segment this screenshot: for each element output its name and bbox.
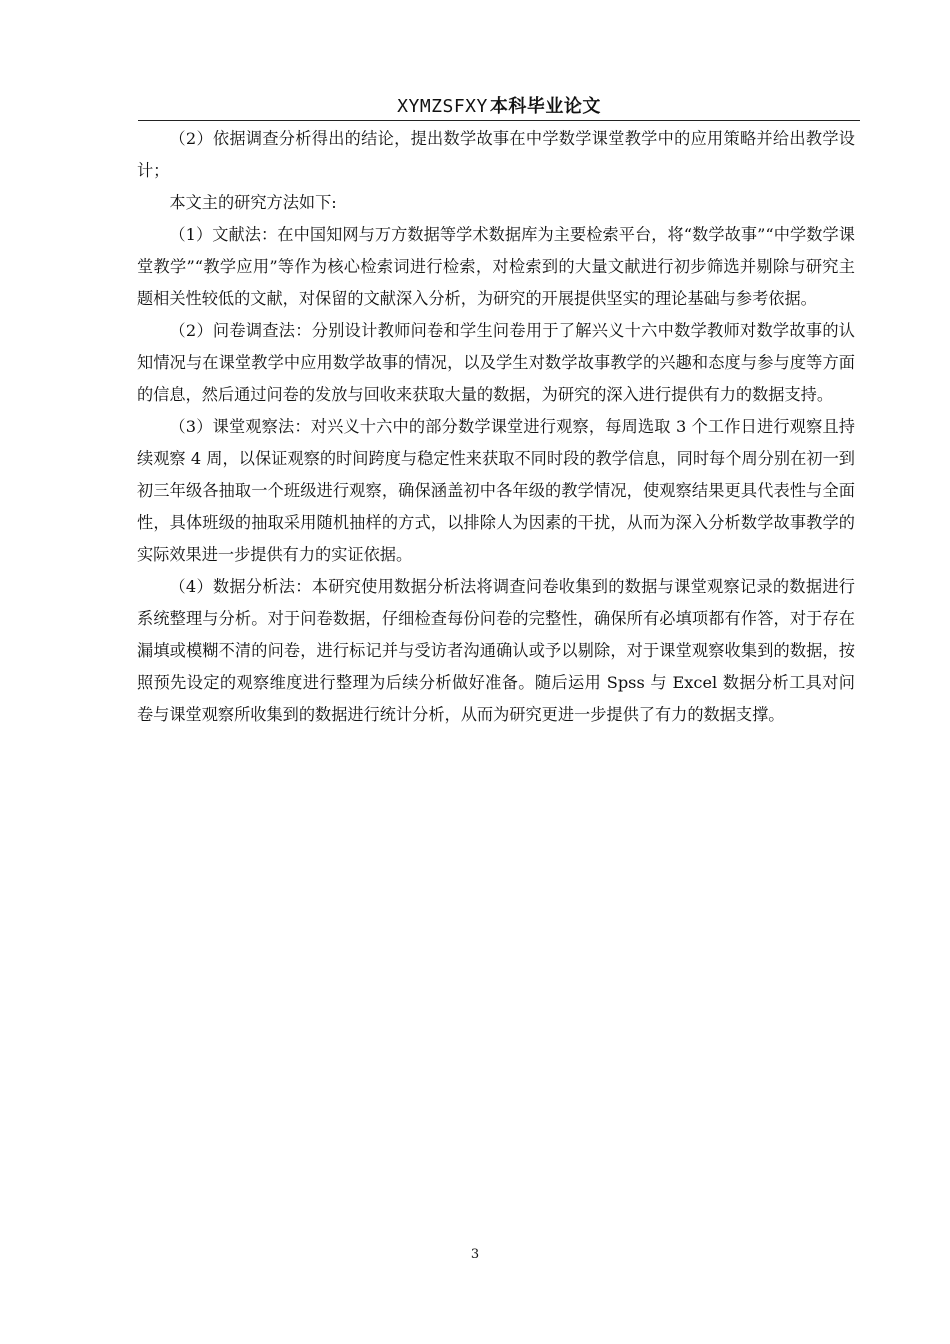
paragraph-questionnaire-method: （2）问卷调查法：分别设计教师问卷和学生问卷用于了解兴义十六中数学教师对数学故事的认知情况与在课堂教学中应用数学故事的情况，以及学生对数学故事教学的兴趣和态度与参与度等方面的信息，然后通过问卷的发放与回收来获取大量的数据，为研究的深入进行提供有力的数据支持。 [137,321,855,404]
header-code: XYMZSFXY [397,96,488,117]
document-body [137,123,855,731]
page-header [138,92,860,121]
page-number: 3 [470,1247,480,1262]
header-text [397,92,601,121]
paragraph-data-analysis-method: （4）数据分析法：本研究使用数据分析法将调查问卷收集到的数据与课堂观察记录的数据进行系统整理与分析。对于问卷数据，仔细检查每份问卷的完整性，确保所有必填项都有作答，对于存在漏填或模糊不清的问卷，进行标记并与受访者沟通确认或予以剔除，对于课堂观察收集到的数据，按照预先设定的观察维度进行整理为后续分析做好准备。随后运用 Spss 与 Excel 数据分析工具对问卷与课堂观察所收集到的数据进行统计分析，从而为研究更进一步提供了有力的数据支撑。 [137,577,855,724]
paragraph-methods-intro: 本文主的研究方法如下: [169,193,337,212]
paragraph-literature-method: （1）文献法：在中国知网与万方数据等学术数据库为主要检索平台，将“数学故事”“中学数学课堂教学”“教学应用”等作为核心检索词进行检索，对检索到的大量文献进行初步筛选并剔除与研究主题相关性较低的文献，对保留的文献深入分析，为研究的开展提供坚实的理论基础与参考依据。 [137,225,855,308]
paragraph-observation-method: （3）课堂观察法：对兴义十六中的部分数学课堂进行观察，每周选取 3 个工作日进行观察且持续观察 4 周，以保证观察的时间跨度与稳定性来获取不同时段的教学信息，同时每个周分别在初一到初三年级各抽取一个班级进行观察，确保涵盖初中各年级的教学情况，使观察结果更具代表性与全面性，具体班级的抽取采用随机抽样的方式，以排除人为因素的干扰，从而为深入分析数学故事教学的实际效果进一步提供有力的实证依据。 [137,417,855,564]
header-title: 本科毕业论文 [489,96,601,117]
paragraph-objective-2: （2）依据调查分析得出的结论，提出数学故事在中学数学课堂教学中的应用策略并给出教学设计； [137,129,855,180]
